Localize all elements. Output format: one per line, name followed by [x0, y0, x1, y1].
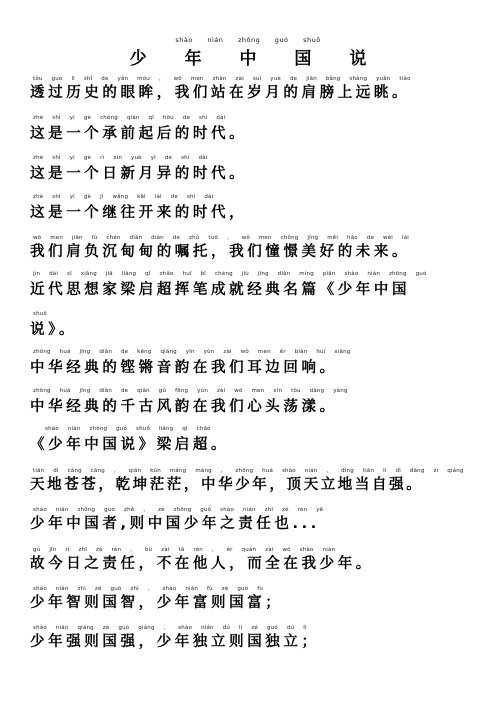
pinyin-line: shào nián qiáng zé guó qiáng ， shào nián dú lì zé guó dú lì — [33, 625, 307, 631]
chinese-line: 中华经典的铿锵音韵在我们耳边回响。 — [30, 360, 338, 376]
title-pinyin: shào nián zhōng guó shuō — [175, 36, 321, 44]
pinyin-line: shuō — [33, 311, 48, 317]
chinese-line: 天地苍苍，乾坤茫茫，中华少年，顶天立地当自强。 — [30, 477, 424, 493]
pinyin-line: wǒ men jiān fù chén diàn diàn de zhǔ tuō ， wǒ men chōng jǐng měi hǎo de wèi lái — [33, 235, 409, 241]
chinese-line: 少年智则国智，少年富则国富； — [30, 595, 284, 611]
chinese-line: 透过历史的眼眸，我们站在岁月的肩膀上远眺。 — [30, 85, 411, 101]
pinyin-line: gù jīn rì zhī zé rèn ， bù zài tā rén ， ér quán zài wǒ shào nián — [33, 547, 336, 553]
chinese-line: 近代思想家梁启超挥笔成就经典名篇《少年中国 — [30, 282, 411, 298]
chinese-line: 《少年中国说》梁启超。 — [30, 437, 230, 453]
pinyin-line: zhè shì yí gè jì wǎng kāi lái de shí dài — [33, 194, 214, 200]
pinyin-line: zhè shì yí gè chéng qián qǐ hòu de shí dài — [33, 115, 226, 121]
pinyin-line: shào nián zhōng guó shuō liáng qǐ chāo — [45, 426, 211, 432]
pinyin-line: shào nián zhōng guó zhě ， zé zhōng guó shào nián zhī zé rèn yě — [33, 507, 324, 513]
chinese-line: 说》。 — [30, 322, 78, 338]
pinyin-line: zhōng huá jīng diǎn de kēng qiāng yīn yùn zài wǒ men ěr biān huí xiǎng — [33, 349, 351, 355]
chinese-line: 故今日之责任，不在他人，而全在我少年。 — [30, 556, 374, 572]
pinyin-line: jìn dài sī xiǎng jiā liáng qǐ chāo huī bǐ chéng jiù jīng diǎn míng piān shào nián zhōng guó — [33, 271, 427, 277]
pinyin-line: zhōng huá jīng diǎn de qiān gǔ fēng yùn zài wǒ men xīn tóu dàng yàng — [33, 388, 348, 394]
pinyin-line: shào nián zhì zé guó zhì ， shào nián fù zé guó fù — [33, 586, 264, 592]
page-title: 少 年 中 国 说 — [129, 49, 383, 69]
chinese-line: 这是一个继往开来的时代， — [30, 205, 248, 221]
chinese-line: 这是一个承前起后的时代。 — [30, 126, 248, 142]
chinese-line: 少年中国者,则中国少年之责任也... — [30, 516, 320, 532]
chinese-line: 我们肩负沉甸甸的嘱托，我们憧憬美好的未来。 — [30, 244, 411, 260]
pinyin-line: zhè shì yí gè rì xīn yuè yì de shí dài — [33, 155, 208, 161]
pinyin-line: tòu guò lì shǐ de yǎn móu ， wǒ men zhàn zài suì yuè de jiān bǎng shàng yuǎn tiào — [33, 76, 411, 82]
chinese-line: 这是一个日新月异的时代。 — [30, 166, 248, 182]
pinyin-line: tiān dì cāng cāng ， qián kūn máng máng ， zhōng huá shào nián ， dǐng tiān lì dì dāng zì qiáng — [33, 468, 464, 474]
chinese-line: 少年强则国强，少年独立则国独立； — [30, 634, 320, 650]
chinese-line: 中华经典的千古风韵在我们心头荡漾。 — [30, 399, 338, 415]
